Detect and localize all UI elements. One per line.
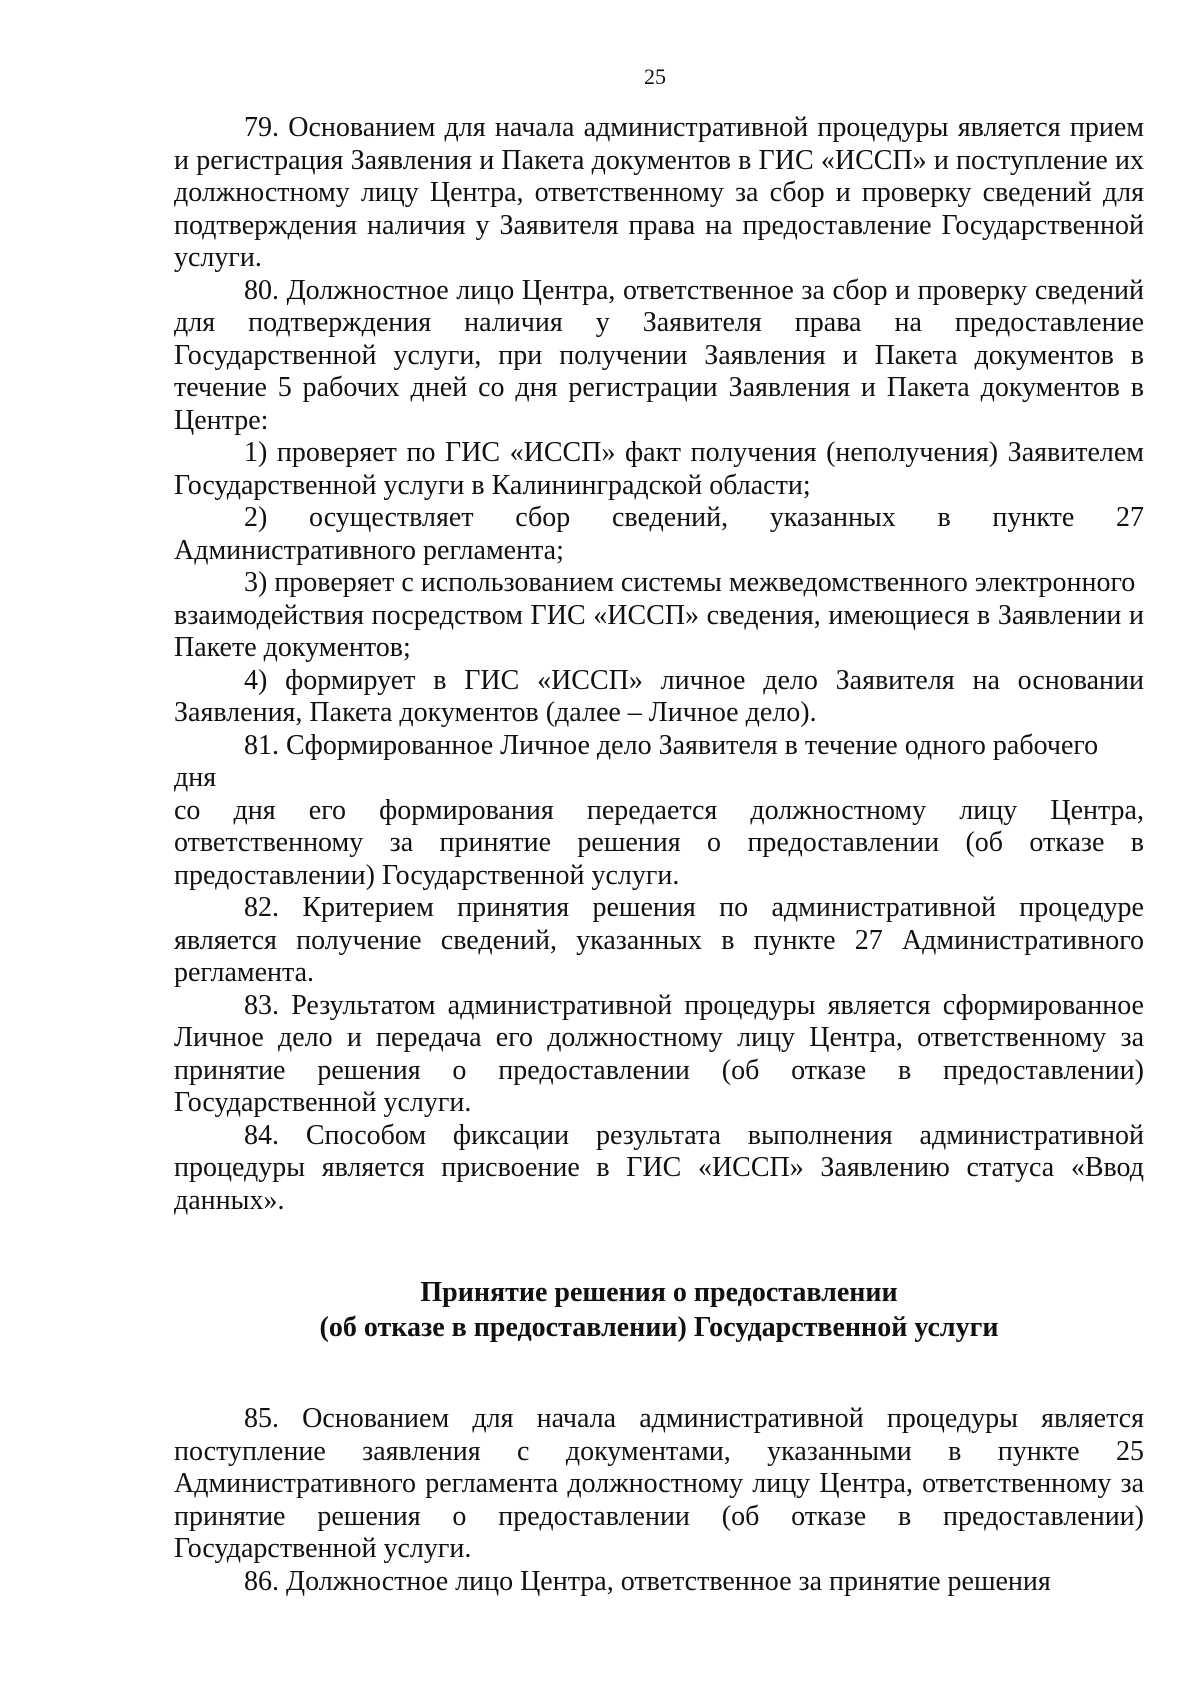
section-heading-line-2: (об отказе в предоставлении) Государственной услуги [319,1312,999,1343]
paragraph-80-item-2: 2) осуществляет сбор сведений, указанных в пункте 27 Административного регламента; [174,502,1144,566]
paragraph-80-item-1: 1) проверяет по ГИС «ИССП» факт получения (неполучения) Заявителем Государственной услуги в Калининградской области; [174,437,1144,501]
paragraph-81-part-1: 81. Сформированное Личное дело Заявителя в течение одного рабочего дня [174,729,1099,793]
paragraph-80-item-4: 4) формирует в ГИС «ИССП» личное дело Заявителя на основании Заявления, Пакета документов (далее – Личное дело). [174,664,1144,728]
section-heading-line-1: Принятие решения о предоставлении [420,1277,898,1308]
paragraph-86: 86. Должностное лицо Центра, ответственное за принятие решения [244,1565,1051,1597]
paragraph-80: 80. Должностное лицо Центра, ответственное за сбор и проверку сведений для подтверждения наличия у Заявителя права на предоставление Государственной услуги, при получении Заявления и Пакета документов в течение 5 рабочих дней со дня регистрации Заявления и Пакета документов в Центре: [174,274,1144,436]
paragraph-80-item-3-part-2: взаимодействия посредством ГИС «ИССП» сведения, имеющиеся в Заявлении и Пакете документов; [174,599,1144,663]
page-number: 25 [644,64,666,89]
paragraph-79: 79. Основанием для начала административной процедуры является прием и регистрация Заявления и Пакета документов в ГИС «ИССП» и поступление их должностному лицу Центра, ответственному за сбор и проверку сведений для подтверждения наличия у Заявителя права на предоставление Государственной услуги. [174,112,1144,273]
paragraph-81-part-2: со дня его формирования передается должностному лицу Центра, ответственному за принятие решения о предоставлении (об отказе в предоставлении) Государственной услуги. [174,794,1144,891]
paragraph-80-item-3-part-1: 3) проверяет с использованием системы межведомственного электронного [244,567,1136,598]
paragraph-84: 84. Способом фиксации результата выполнения административной процедуры является присвоение в ГИС «ИССП» Заявлению статуса «Ввод данных». [174,1119,1144,1216]
paragraph-83: 83. Результатом административной процедуры является сформированное Личное дело и передача его должностному лицу Центра, ответственному за принятие решения о предоставлении (об отказе в предоставлении) Государственной услуги. [174,989,1144,1118]
paragraph-85: 85. Основанием для начала административной процедуры является поступление заявления с документами, указанными в пункте 25 Административного регламента должностному лицу Центра, ответственному за принятие решения о предоставлении (об отказе в предоставлении) Государственной услуги. [174,1403,1144,1564]
document-body [174,112,1144,1598]
section-heading [174,1275,1144,1345]
paragraph-82: 82. Критерием принятия решения по административной процедуре является получение сведений, указанных в пункте 27 Административного регламента. [174,892,1144,988]
